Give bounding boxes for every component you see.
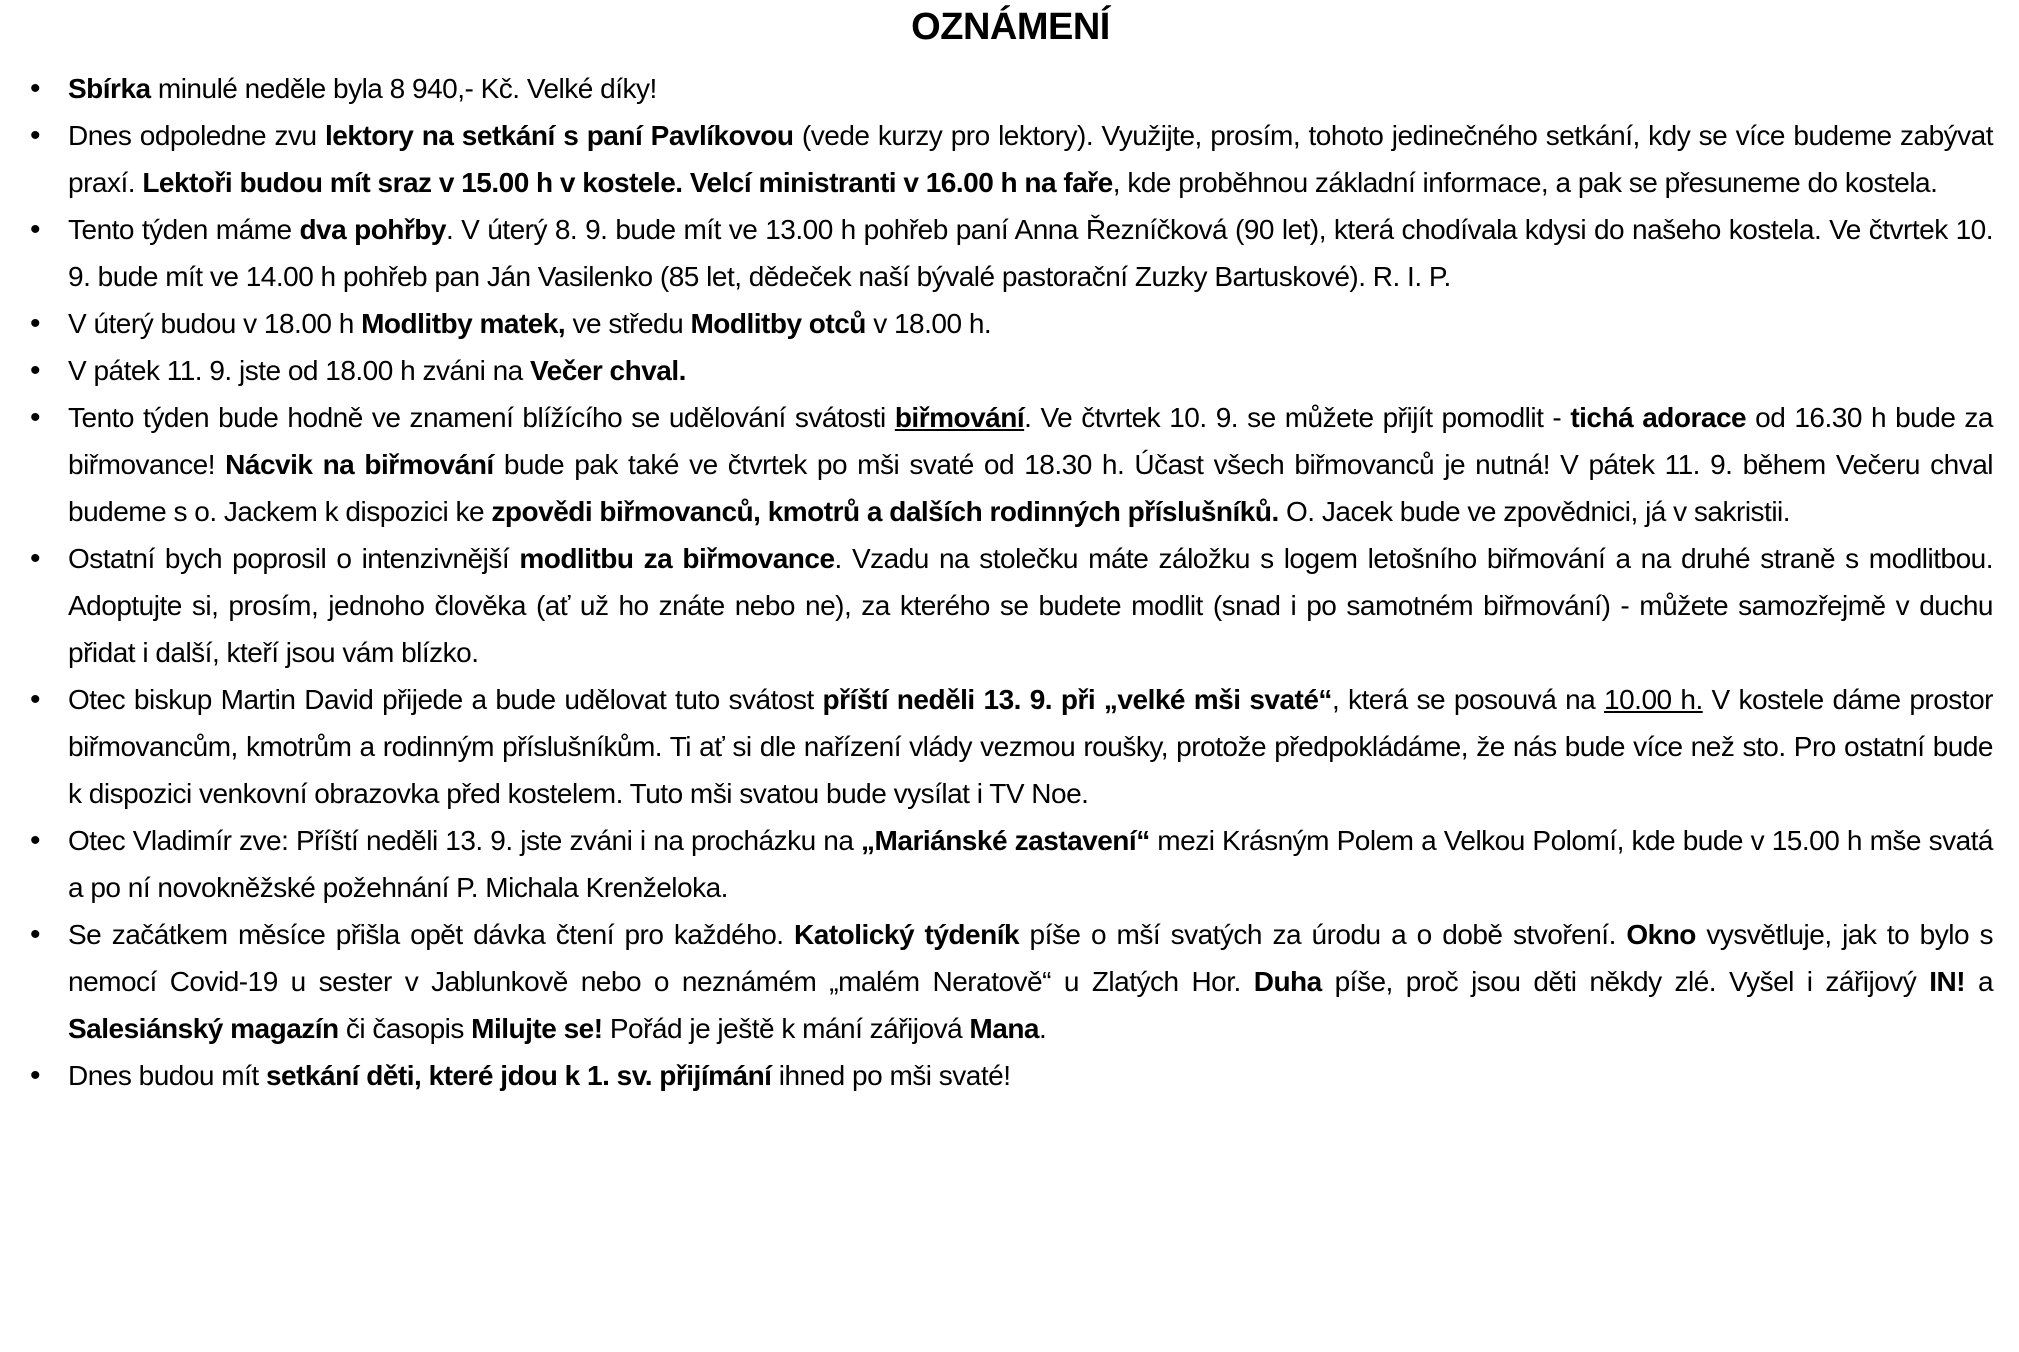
bullet-icon: • — [30, 1059, 41, 1092]
announcement-text: Se začátkem měsíce přišla opět dávka čtení pro každého. Katolický týdeník píše o mší svatých za úrodu a o době stvoření. Okno vysvětluje, jak to bylo s nemocí Covid-19 u sester v Jablunkově nebo o neznámém „malém Neratově“ u Zlatých Hor. Duha píše, proč jsou děti někdy zlé. Vyšel i zářijový IN! a Salesiánský magazín či časopis Milujte se! Pořád je ještě k mání zářijová Mana. — [68, 919, 1994, 1044]
announcement-item — [28, 911, 1993, 1052]
bullet-icon: • — [30, 119, 41, 152]
announcement-text: Otec Vladimír zve: Příští neděli 13. 9. jste zváni i na procházku na „Mariánské zastavení“ mezi Krásným Polem a Velkou Polomí, kde bude v 15.00 h mše svatá a po ní novokněžské požehnání P. Michala Krenželoka. — [68, 825, 1993, 903]
bullet-icon: • — [30, 401, 41, 434]
announcement-item — [28, 112, 1993, 206]
announcement-item — [28, 676, 1993, 817]
announcement-item — [28, 65, 1993, 112]
announcement-text: V pátek 11. 9. jste od 18.00 h zváni na Večer chval. — [68, 355, 686, 386]
announcement-item — [28, 394, 1993, 535]
announcement-text: Dnes odpoledne zvu lektory na setkání s paní Pavlíkovou (vede kurzy pro lektory). Využijte, prosím, tohoto jedinečného setkání, kdy se více budeme zabývat praxí. Lektoři budou mít sraz v 15.00 h v kostele. Velcí ministranti v 16.00 h na faře, kde proběhnou základní informace, a pak se přesuneme do kostela. — [68, 120, 1994, 198]
announcement-text: Ostatní bych poprosil o intenzivnější modlitbu za biřmovance. Vzadu na stolečku máte záložku s logem letošního biřmování a na druhé straně s modlitbou. Adoptujte si, prosím, jednoho člověka (ať už ho znáte nebo ne), za kterého se budete modlit (snad i po samotném biřmování) - můžete samozřejmě v duchu přidat i další, kteří jsou vám blízko. — [68, 543, 1993, 668]
page-title: OZNÁMENÍ — [911, 6, 1110, 48]
bullet-icon: • — [30, 918, 41, 951]
announcement-list — [28, 65, 1993, 1099]
announcement-item — [28, 300, 1993, 347]
bullet-icon: • — [30, 683, 41, 716]
bullet-icon: • — [30, 824, 41, 857]
announcement-text: Tento týden bude hodně ve znamení blížícího se udělování svátosti biřmování. Ve čtvrtek 10. 9. se můžete přijít pomodlit - tichá adorace od 16.30 h bude za biřmovance! Nácvik na biřmování bude pak také ve čtvrtek po mši svaté od 18.30 h. Účast všech biřmovanců je nutná! V pátek 11. 9. během Večeru chval budeme s o. Jackem k dispozici ke zpovědi biřmovanců, kmotrů a dalších rodinných příslušníků. O. Jacek bude ve zpovědnici, já v sakristii. — [68, 402, 1994, 527]
announcement-item — [28, 817, 1993, 911]
bullet-icon: • — [30, 72, 41, 105]
announcement-text: Tento týden máme dva pohřby. V úterý 8. 9. bude mít ve 13.00 h pohřeb paní Anna Řezníčková (90 let), která chodívala kdysi do našeho kostela. Ve čtvrtek 10. 9. bude mít ve 14.00 h pohřeb pan Ján Vasilenko (85 let, dědeček naší bývalé pastorační Zuzky Bartuskové). R. I. P. — [68, 214, 1993, 292]
bullet-icon: • — [30, 213, 41, 246]
announcement-text: Sbírka minulé neděle byla 8 940,- Kč. Velké díky! — [68, 73, 657, 104]
bullet-icon: • — [30, 542, 41, 575]
bullet-icon: • — [30, 307, 41, 340]
announcement-item — [28, 347, 1993, 394]
bullet-icon: • — [30, 354, 41, 387]
announcement-text: Otec biskup Martin David přijede a bude udělovat tuto svátost příští neděli 13. 9. při „velké mši svaté“, která se posouvá na 10.00 h. V kostele dáme prostor biřmovancům, kmotrům a rodinným příslušníkům. Ti ať si dle nařízení vlády vezmou roušky, protože předpokládáme, že nás bude více než sto. Pro ostatní bude k dispozici venkovní obrazovka před kostelem. Tuto mši svatou bude vysílat i TV Noe. — [68, 684, 1993, 809]
announcement-text: Dnes budou mít setkání děti, které jdou k 1. sv. přijímání ihned po mši svaté! — [68, 1060, 1011, 1091]
announcement-item — [28, 1052, 1993, 1099]
announcement-item — [28, 535, 1993, 676]
announcement-item — [28, 206, 1993, 300]
announcement-text: V úterý budou v 18.00 h Modlitby matek, ve středu Modlitby otců v 18.00 h. — [68, 308, 992, 339]
